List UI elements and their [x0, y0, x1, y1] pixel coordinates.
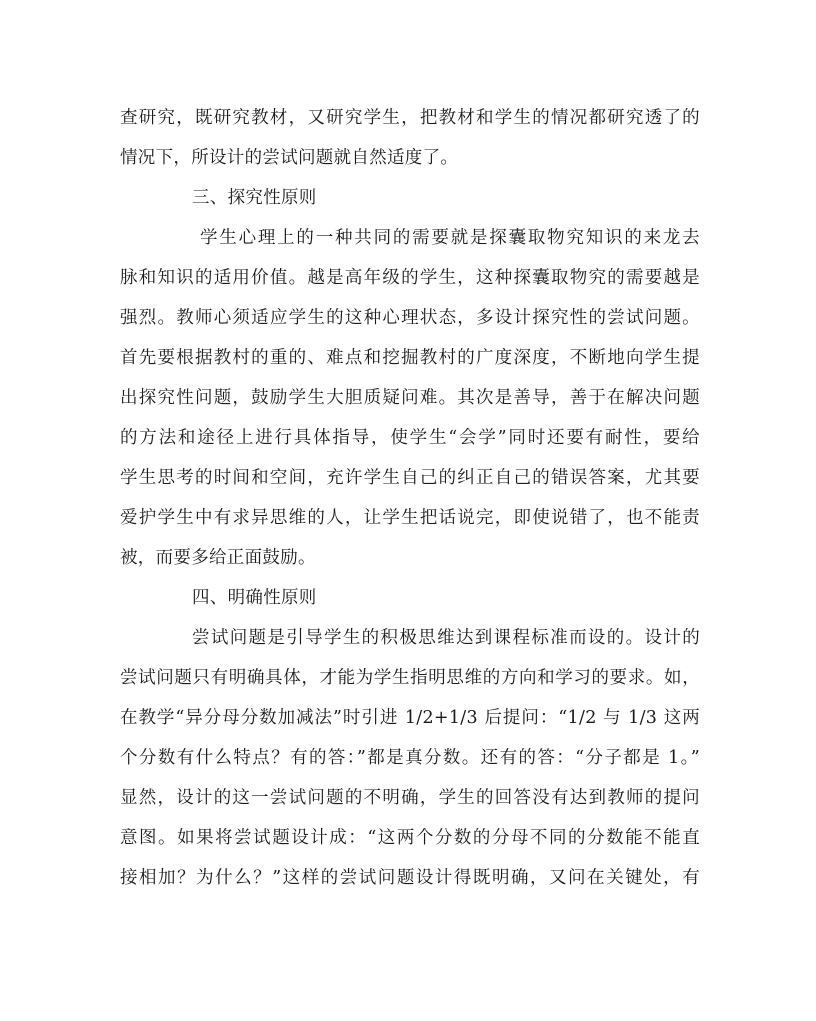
- paragraph-line: 脉和知识的适用价值。越是高年级的学生，这种探囊取物究的需要越是: [120, 268, 700, 288]
- paragraph-line: 的方法和途径上进行具体指导，使学生“会学”同时还要有耐性，要给: [120, 428, 700, 448]
- paragraph-line: 在教学“异分母分数加减法”时引进 1/2+1/3 后提问：“1/2 与 1/3 这两: [120, 708, 700, 728]
- section-heading: 三、探究性原则: [192, 188, 317, 208]
- paragraph-line: 接相加？为什么？”这样的尝试问题设计得既明确，又问在关键处，有: [120, 868, 700, 888]
- section-heading: 四、明确性原则: [192, 588, 317, 608]
- paragraph-line: 尝试问题是引导学生的积极思维达到课程标准而设的。设计的: [192, 628, 700, 648]
- paragraph-line: 首先要根据教村的重的、难点和挖掘教村的广度深度，不断地向学生提: [120, 348, 700, 368]
- paragraph-line: 爱护学生中有求异思维的人，让学生把话说完，即使说错了，也不能责: [120, 508, 700, 528]
- paragraph-line: 个分数有什么特点？有的答：”都是真分数。还有的答：“分子都是 1。”: [120, 748, 700, 768]
- paragraph-line: 强烈。教师心须适应学生的这种心理状态，多设计探究性的尝试问题。: [120, 308, 700, 328]
- paragraph-line: 意图。如果将尝试题设计成：“这两个分数的分母不同的分数能不能直: [120, 828, 700, 848]
- paragraph-line: 学生心理上的一种共同的需要就是探囊取物究知识的来龙去: [200, 228, 700, 248]
- paragraph-line: 被，而要多给正面鼓励。: [120, 548, 316, 568]
- paragraph-line: 查研究，既研究教材，又研究学生，把教材和学生的情况都研究透了的: [120, 108, 700, 128]
- paragraph-line: 出探究性问题，鼓励学生大胆质疑问难。其次是善导，善于在解决问题: [120, 388, 700, 408]
- paragraph-line: 学生思考的时间和空间，充许学生自己的纠正自己的错误答案，尤其要: [120, 468, 700, 488]
- paragraph-line: 显然，设计的这一尝试问题的不明确，学生的回答没有达到教师的提问: [120, 788, 700, 808]
- paragraph-line: 尝试问题只有明确具体，才能为学生指明思维的方向和学习的要求。如，: [120, 668, 700, 688]
- paragraph-line: 情况下，所设计的尝试问题就自然适度了。: [120, 148, 459, 168]
